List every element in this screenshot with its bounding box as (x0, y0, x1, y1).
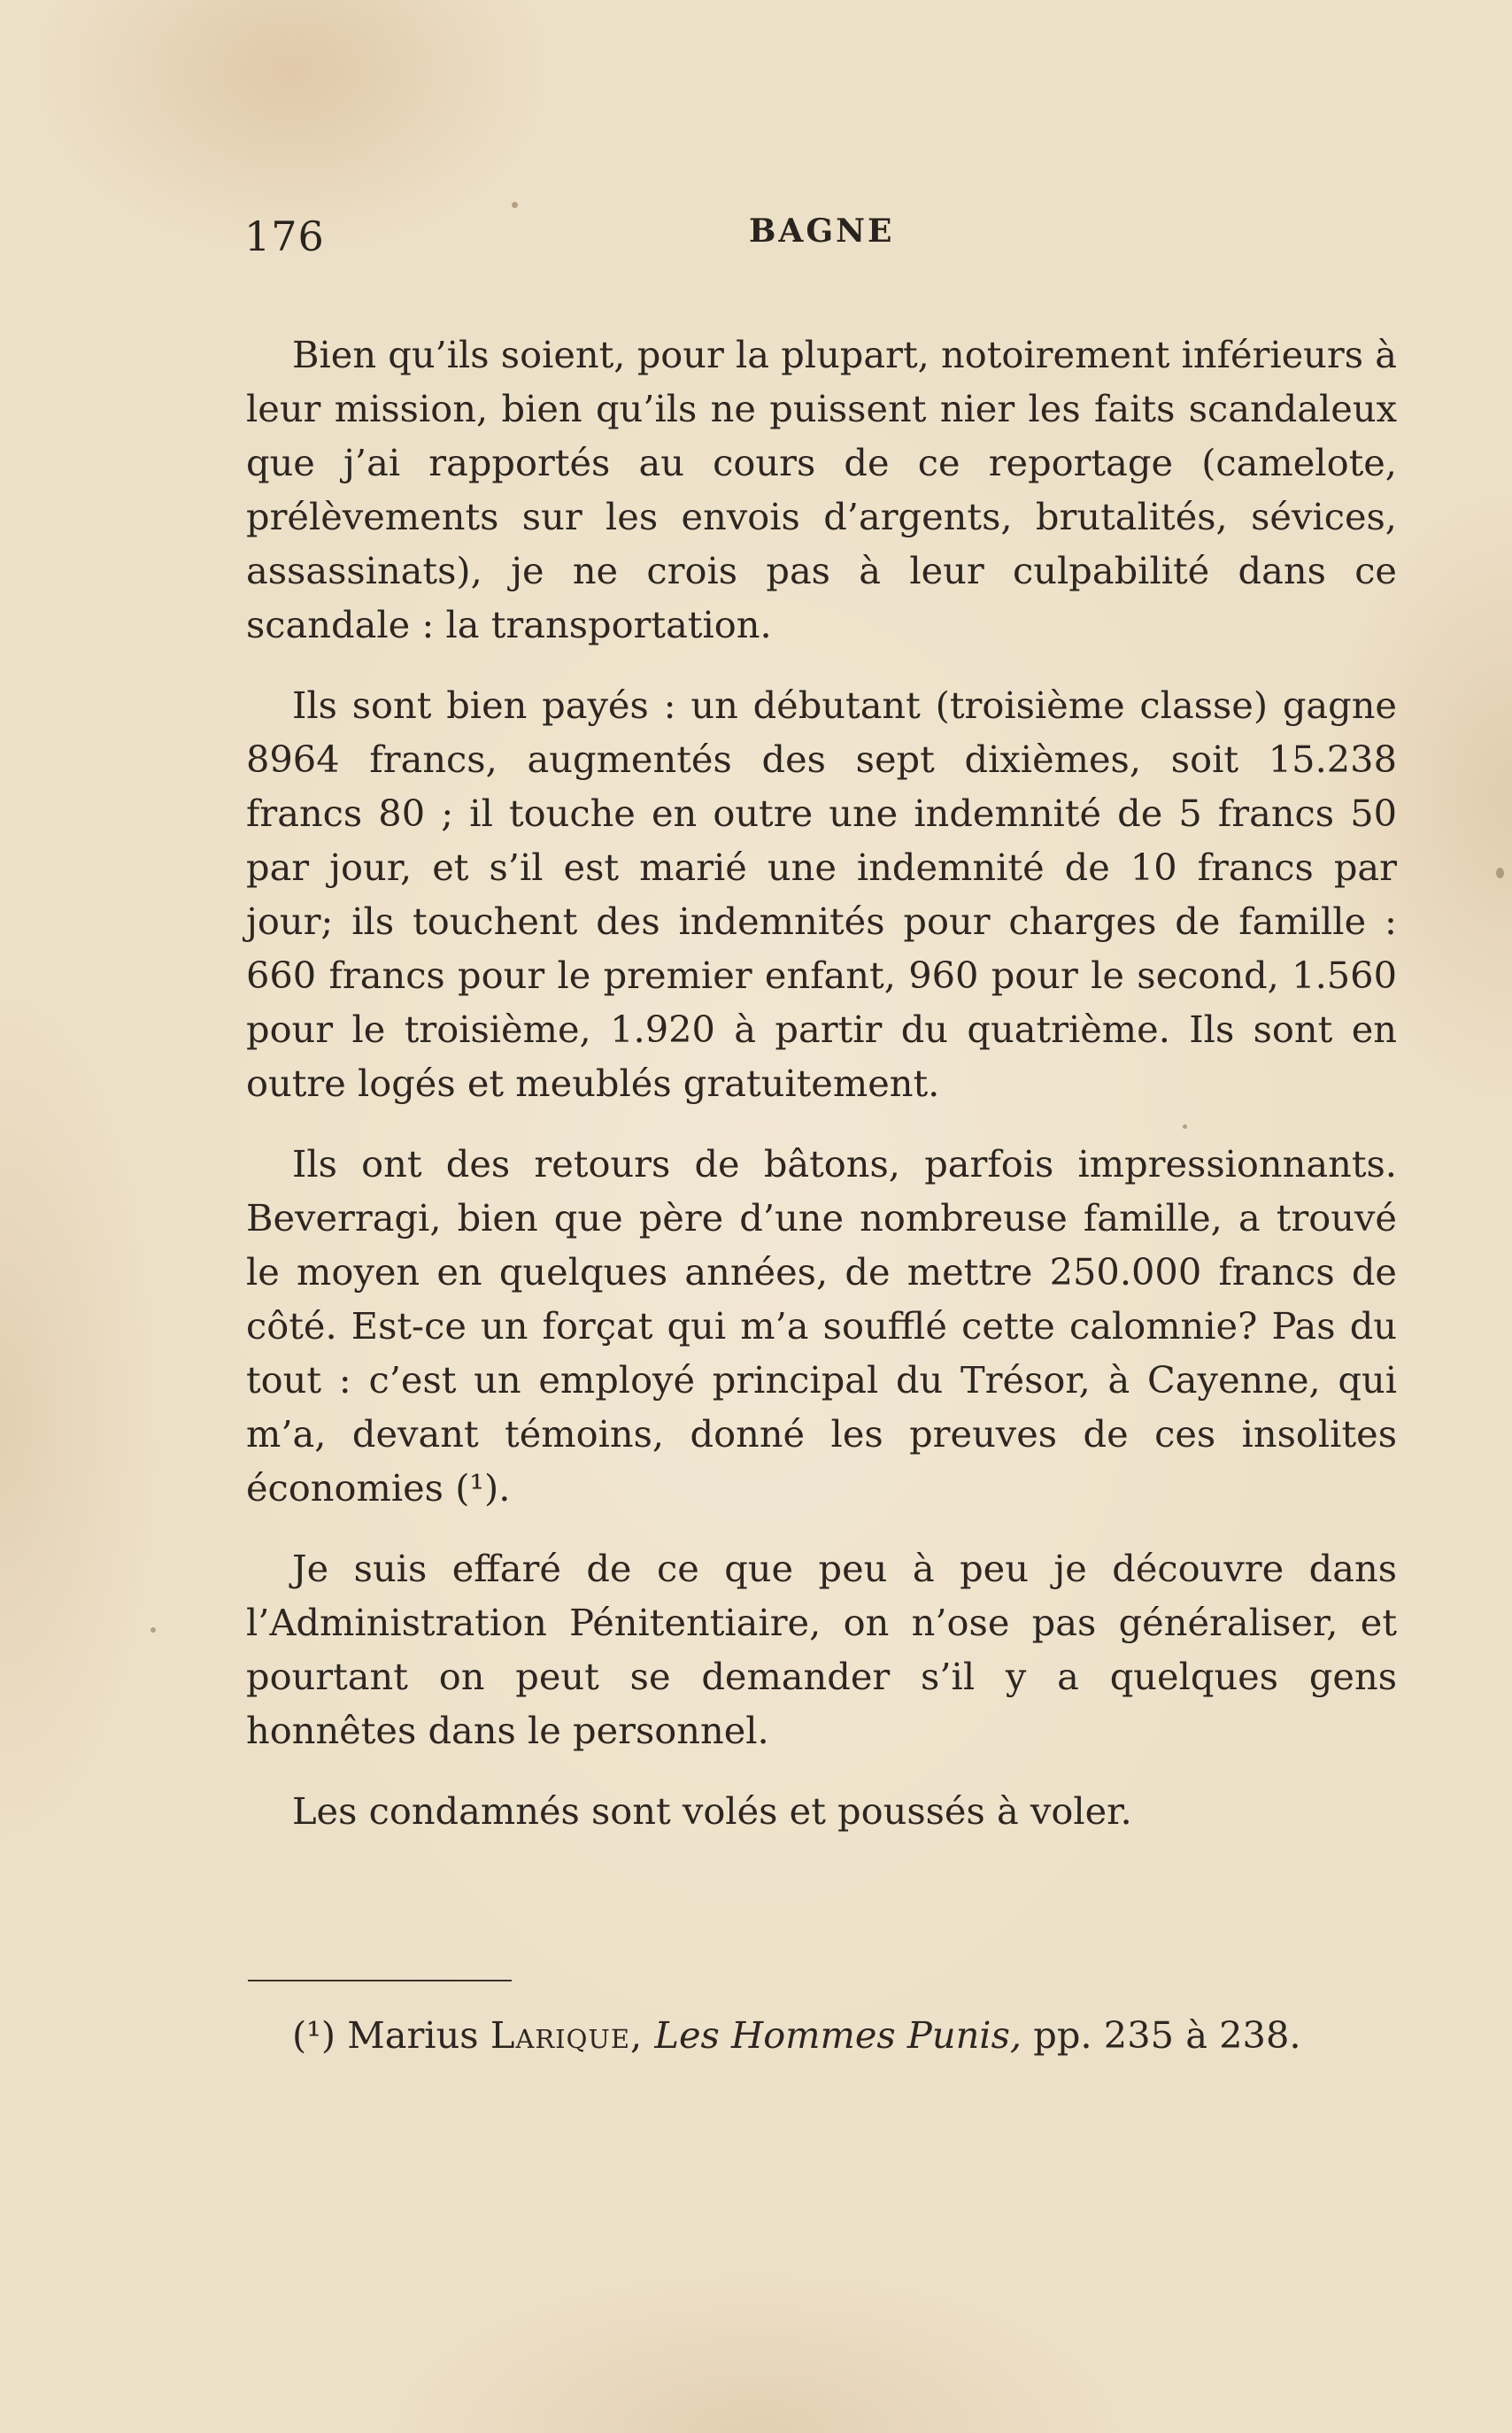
footnote-pages: pp. 235 à 238. (1033, 2013, 1301, 2057)
running-head (244, 209, 1395, 262)
footnote-author-first: Marius (347, 2013, 479, 2057)
body-text (246, 328, 1397, 1865)
footnote-divider (248, 1980, 512, 1981)
paper-speck (1183, 1124, 1187, 1129)
page-number: 176 (244, 212, 325, 260)
footnote-marker: (¹) (292, 2013, 336, 2057)
paper-speck (512, 202, 518, 208)
paragraph-5: Les condamnés sont volés et poussés à voler. (292, 1789, 1132, 1833)
paragraph-3 (246, 1137, 1397, 1515)
paragraph-1: Bien qu’ils soient, pour la plupart, notoirement inférieurs à leur mission, bien qu’ils ne puissent nier les faits scandaleux que j’ai rapportés au cours de ce reportage (camelote, prélèvements sur les envois d’argents, brutalités, sévices, assassinats), je ne crois pas à leur culpabilité dans ce scandale : la transportation. (246, 333, 1397, 646)
paragraph-3-text: Ils ont des retours de bâtons, parfois impressionnants. Beverragi, bien que père d’une nombreuse famille, a trouvé le moyen en quelques années, de mettre 250.000 francs de côté. Est-ce un forçat qui m’a soufflé cette calomnie? Pas du tout : c’est un employé principal du Trésor, à Cayenne, qui m’a, devant témoins, donné les preuves de ces insolites économies (246, 1142, 1397, 1510)
paragraph-2: Ils sont bien payés : un débutant (troisième classe) gagne 8964 francs, augmentés des sept dixièmes, soit 15.238 francs 80 ; il touche en outre une indemnité de 5 francs 50 par jour, et s’il est marié une indemnité de 10 francs par jour; ils touchent des indemnités pour charges de famille : 660 francs pour le premier enfant, 960 pour le second, 1.560 pour le troisième, 1.920 à partir du quatrième. Ils sont en outre logés et meublés gratuitement. (246, 684, 1397, 1105)
footnote-author-last: Larique, (490, 2013, 644, 2057)
running-title: BAGNE (749, 212, 895, 250)
paper-speck (150, 1627, 156, 1633)
footnote-reference: (¹). (455, 1466, 511, 1510)
paragraph-4: Je suis effaré de ce que peu à peu je découvre dans l’Administration Pénitentiaire, on n’ose pas généraliser, et pourtant on peut se demander s’il y a quelques gens honnêtes dans le personnel. (246, 1547, 1397, 1752)
footnote-book-title: Les Hommes Punis, (654, 2013, 1022, 2057)
paper-speck (1496, 868, 1504, 878)
footnote (246, 2008, 1397, 2062)
